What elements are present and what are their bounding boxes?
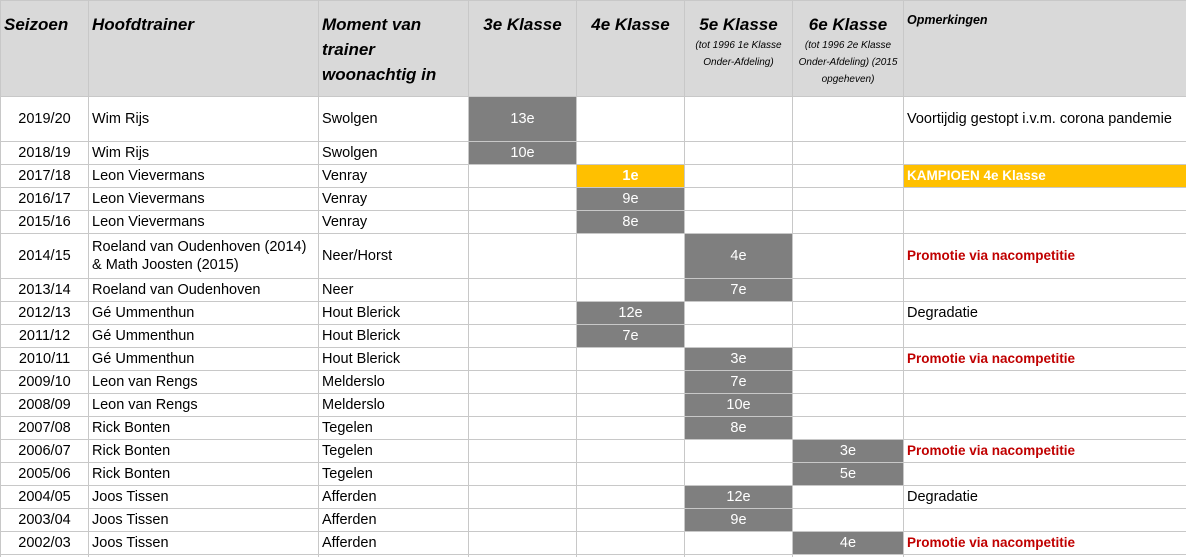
cell-woonplaats[interactable]: Neer <box>319 279 469 302</box>
cell-seizoen[interactable]: 2013/14 <box>1 279 89 302</box>
cell-6e-klasse[interactable] <box>793 279 904 302</box>
header-seizoen[interactable]: Seizoen <box>1 1 89 97</box>
cell-6e-klasse[interactable] <box>793 302 904 325</box>
cell-6e-klasse[interactable]: 3e <box>793 440 904 463</box>
cell-4e-klasse[interactable] <box>577 97 685 142</box>
table-row <box>1 325 1186 348</box>
cell-5e-klasse[interactable]: 4e <box>685 234 793 279</box>
cell-hoofdtrainer[interactable]: Gé Ummenthun <box>89 325 319 348</box>
cell-6e-klasse[interactable] <box>793 211 904 234</box>
cell-3e-klasse[interactable] <box>469 211 577 234</box>
cell-3e-klasse[interactable] <box>469 371 577 394</box>
cell-woonplaats[interactable]: Venray <box>319 188 469 211</box>
cell-seizoen[interactable]: 2002/03 <box>1 532 89 555</box>
cell-opmerkingen[interactable] <box>904 463 1186 486</box>
table-row <box>1 440 1186 463</box>
cell-hoofdtrainer[interactable]: Gé Ummenthun <box>89 348 319 371</box>
cell-hoofdtrainer[interactable]: Joos Tissen <box>89 509 319 532</box>
cell-5e-klasse[interactable]: 7e <box>685 279 793 302</box>
cell-6e-klasse[interactable] <box>793 417 904 440</box>
cell-4e-klasse[interactable] <box>577 394 685 417</box>
cell-hoofdtrainer[interactable]: Leon Vievermans <box>89 188 319 211</box>
cell-opmerkingen[interactable]: Voortijdig gestopt i.v.m. corona pandemie <box>904 97 1186 142</box>
table-row <box>1 211 1186 234</box>
cell-woonplaats[interactable]: Venray <box>319 211 469 234</box>
cell-hoofdtrainer[interactable]: Leon Vievermans <box>89 211 319 234</box>
table-row <box>1 234 1186 279</box>
cell-3e-klasse[interactable] <box>469 188 577 211</box>
cell-3e-klasse[interactable] <box>469 394 577 417</box>
cell-3e-klasse[interactable] <box>469 348 577 371</box>
cell-3e-klasse[interactable]: 13e <box>469 97 577 142</box>
cell-4e-klasse[interactable] <box>577 463 685 486</box>
cell-5e-klasse[interactable]: 9e <box>685 509 793 532</box>
cell-5e-klasse[interactable] <box>685 463 793 486</box>
header-6e-klasse-label: 6e Klasse <box>808 15 888 34</box>
cell-opmerkingen[interactable]: Promotie via nacompetitie <box>904 440 1186 463</box>
cell-3e-klasse[interactable] <box>469 440 577 463</box>
cell-woonplaats[interactable]: Neer/Horst <box>319 234 469 279</box>
cell-6e-klasse[interactable] <box>793 188 904 211</box>
table-row <box>1 97 1186 142</box>
table-row <box>1 142 1186 165</box>
cell-opmerkingen[interactable] <box>904 371 1186 394</box>
cell-5e-klasse[interactable] <box>685 440 793 463</box>
cell-opmerkingen[interactable] <box>904 211 1186 234</box>
cell-woonplaats[interactable]: Hout Blerick <box>319 302 469 325</box>
cell-woonplaats[interactable]: Afferden <box>319 532 469 555</box>
cell-5e-klasse[interactable] <box>685 142 793 165</box>
cell-hoofdtrainer[interactable]: Gé Ummenthun <box>89 302 319 325</box>
cell-seizoen[interactable]: 2007/08 <box>1 417 89 440</box>
cell-5e-klasse[interactable] <box>685 211 793 234</box>
cell-hoofdtrainer[interactable]: Rick Bonten <box>89 440 319 463</box>
cell-hoofdtrainer[interactable]: Wim Rijs <box>89 142 319 165</box>
cell-4e-klasse[interactable] <box>577 486 685 509</box>
cell-3e-klasse[interactable]: 10e <box>469 142 577 165</box>
cell-opmerkingen[interactable]: Promotie via nacompetitie <box>904 234 1186 279</box>
cell-woonplaats[interactable]: Afferden <box>319 486 469 509</box>
table-body <box>1 97 1186 557</box>
cell-4e-klasse[interactable] <box>577 509 685 532</box>
cell-hoofdtrainer[interactable]: Rick Bonten <box>89 417 319 440</box>
table-row <box>1 279 1186 302</box>
cell-5e-klasse[interactable] <box>685 532 793 555</box>
cell-3e-klasse[interactable] <box>469 165 577 188</box>
cell-6e-klasse[interactable] <box>793 348 904 371</box>
cell-woonplaats[interactable]: Hout Blerick <box>319 348 469 371</box>
cell-seizoen[interactable]: 2019/20 <box>1 97 89 142</box>
header-6e-klasse-note: (tot 1996 2e Klasse Onder-Afdeling) (2015 opgeheven) <box>798 40 898 85</box>
cell-opmerkingen[interactable] <box>904 509 1186 532</box>
cell-hoofdtrainer[interactable]: Joos Tissen <box>89 486 319 509</box>
cell-hoofdtrainer[interactable]: Leon van Rengs <box>89 394 319 417</box>
cell-6e-klasse[interactable] <box>793 142 904 165</box>
cell-seizoen[interactable]: 2012/13 <box>1 302 89 325</box>
cell-4e-klasse[interactable] <box>577 532 685 555</box>
cell-5e-klasse[interactable] <box>685 165 793 188</box>
table-row <box>1 165 1186 188</box>
cell-opmerkingen[interactable]: Promotie via nacompetitie <box>904 348 1186 371</box>
cell-5e-klasse[interactable]: 8e <box>685 417 793 440</box>
cell-seizoen[interactable]: 2009/10 <box>1 371 89 394</box>
cell-3e-klasse[interactable] <box>469 279 577 302</box>
cell-seizoen[interactable]: 2010/11 <box>1 348 89 371</box>
header-hoofdtrainer[interactable]: Hoofdtrainer <box>89 1 319 97</box>
cell-opmerkingen[interactable] <box>904 325 1186 348</box>
cell-hoofdtrainer[interactable]: Joos Tissen <box>89 532 319 555</box>
cell-opmerkingen[interactable] <box>904 142 1186 165</box>
cell-5e-klasse[interactable]: 12e <box>685 486 793 509</box>
cell-hoofdtrainer[interactable]: Roeland van Oudenhoven (2014) & Math Joosten (2015) <box>89 234 319 279</box>
cell-seizoen[interactable]: 2003/04 <box>1 509 89 532</box>
cell-woonplaats[interactable]: Afferden <box>319 509 469 532</box>
cell-6e-klasse[interactable] <box>793 165 904 188</box>
cell-hoofdtrainer[interactable]: Wim Rijs <box>89 97 319 142</box>
table-row <box>1 486 1186 509</box>
table-row <box>1 463 1186 486</box>
cell-6e-klasse[interactable] <box>793 97 904 142</box>
cell-6e-klasse[interactable] <box>793 394 904 417</box>
cell-3e-klasse[interactable] <box>469 532 577 555</box>
cell-4e-klasse[interactable] <box>577 279 685 302</box>
table-row <box>1 394 1186 417</box>
header-3e-klasse[interactable] <box>469 1 577 97</box>
cell-opmerkingen[interactable] <box>904 417 1186 440</box>
cell-3e-klasse[interactable] <box>469 509 577 532</box>
cell-woonplaats[interactable]: Melderslo <box>319 371 469 394</box>
cell-woonplaats[interactable]: Tegelen <box>319 440 469 463</box>
cell-3e-klasse[interactable] <box>469 234 577 279</box>
cell-4e-klasse[interactable] <box>577 371 685 394</box>
cell-4e-klasse[interactable] <box>577 142 685 165</box>
cell-woonplaats[interactable]: Hout Blerick <box>319 325 469 348</box>
cell-opmerkingen[interactable]: Degradatie <box>904 302 1186 325</box>
cell-hoofdtrainer[interactable]: Rick Bonten <box>89 463 319 486</box>
cell-3e-klasse[interactable] <box>469 417 577 440</box>
cell-4e-klasse[interactable] <box>577 417 685 440</box>
cell-5e-klasse[interactable]: 10e <box>685 394 793 417</box>
cell-opmerkingen[interactable] <box>904 394 1186 417</box>
cell-3e-klasse[interactable] <box>469 486 577 509</box>
cell-seizoen[interactable]: 2004/05 <box>1 486 89 509</box>
cell-4e-klasse[interactable]: 12e <box>577 302 685 325</box>
cell-hoofdtrainer[interactable]: Roeland van Oudenhoven <box>89 279 319 302</box>
cell-seizoen[interactable]: 2016/17 <box>1 188 89 211</box>
cell-woonplaats[interactable]: Swolgen <box>319 142 469 165</box>
cell-5e-klasse[interactable]: 7e <box>685 371 793 394</box>
table-row <box>1 348 1186 371</box>
header-6e-klasse[interactable] <box>793 1 904 97</box>
header-row <box>1 1 1186 97</box>
cell-opmerkingen[interactable] <box>904 279 1186 302</box>
header-5e-klasse[interactable] <box>685 1 793 97</box>
cell-seizoen[interactable]: 2017/18 <box>1 165 89 188</box>
cell-seizoen[interactable]: 2015/16 <box>1 211 89 234</box>
cell-5e-klasse[interactable] <box>685 302 793 325</box>
cell-woonplaats[interactable]: Swolgen <box>319 97 469 142</box>
cell-seizoen[interactable]: 2006/07 <box>1 440 89 463</box>
table-row <box>1 417 1186 440</box>
cell-seizoen[interactable]: 2014/15 <box>1 234 89 279</box>
cell-seizoen[interactable]: 2005/06 <box>1 463 89 486</box>
cell-seizoen[interactable]: 2018/19 <box>1 142 89 165</box>
cell-woonplaats[interactable]: Tegelen <box>319 463 469 486</box>
cell-5e-klasse[interactable] <box>685 325 793 348</box>
header-4e-klasse[interactable] <box>577 1 685 97</box>
cell-6e-klasse[interactable] <box>793 486 904 509</box>
cell-4e-klasse[interactable] <box>577 440 685 463</box>
cell-6e-klasse[interactable] <box>793 509 904 532</box>
table-row <box>1 302 1186 325</box>
cell-opmerkingen[interactable]: Degradatie <box>904 486 1186 509</box>
cell-opmerkingen[interactable] <box>904 188 1186 211</box>
cell-4e-klasse[interactable] <box>577 234 685 279</box>
cell-4e-klasse[interactable]: 8e <box>577 211 685 234</box>
cell-woonplaats[interactable]: Tegelen <box>319 417 469 440</box>
cell-6e-klasse[interactable]: 5e <box>793 463 904 486</box>
cell-woonplaats[interactable]: Venray <box>319 165 469 188</box>
cell-6e-klasse[interactable] <box>793 234 904 279</box>
table-row <box>1 509 1186 532</box>
header-5e-klasse-note: (tot 1996 1e Klasse Onder-Afdeling) <box>695 40 782 68</box>
cell-5e-klasse[interactable] <box>685 188 793 211</box>
header-woonplaats[interactable]: Moment van trainer woonachtig in <box>319 1 469 97</box>
cell-opmerkingen[interactable]: KAMPIOEN 4e Klasse <box>904 165 1186 188</box>
cell-seizoen[interactable]: 2008/09 <box>1 394 89 417</box>
cell-opmerkingen[interactable]: Promotie via nacompetitie <box>904 532 1186 555</box>
cell-5e-klasse[interactable]: 3e <box>685 348 793 371</box>
table-row <box>1 188 1186 211</box>
cell-4e-klasse[interactable]: 9e <box>577 188 685 211</box>
header-3e-klasse-label: 3e Klasse <box>483 15 562 34</box>
cell-4e-klasse[interactable] <box>577 348 685 371</box>
cell-3e-klasse[interactable] <box>469 463 577 486</box>
cell-3e-klasse[interactable] <box>469 302 577 325</box>
cell-hoofdtrainer[interactable]: Leon Vievermans <box>89 165 319 188</box>
header-opmerkingen[interactable]: Opmerkingen <box>904 1 1186 97</box>
cell-seizoen[interactable]: 2011/12 <box>1 325 89 348</box>
header-4e-klasse-label: 4e Klasse <box>591 15 670 34</box>
cell-hoofdtrainer[interactable]: Leon van Rengs <box>89 371 319 394</box>
cell-6e-klasse[interactable]: 4e <box>793 532 904 555</box>
header-5e-klasse-label: 5e Klasse <box>699 15 778 34</box>
cell-6e-klasse[interactable] <box>793 371 904 394</box>
cell-4e-klasse[interactable]: 1e <box>577 165 685 188</box>
cell-4e-klasse[interactable]: 7e <box>577 325 685 348</box>
table-row <box>1 532 1186 555</box>
table-row <box>1 371 1186 394</box>
cell-6e-klasse[interactable] <box>793 325 904 348</box>
cell-woonplaats[interactable]: Melderslo <box>319 394 469 417</box>
cell-3e-klasse[interactable] <box>469 325 577 348</box>
cell-5e-klasse[interactable] <box>685 97 793 142</box>
